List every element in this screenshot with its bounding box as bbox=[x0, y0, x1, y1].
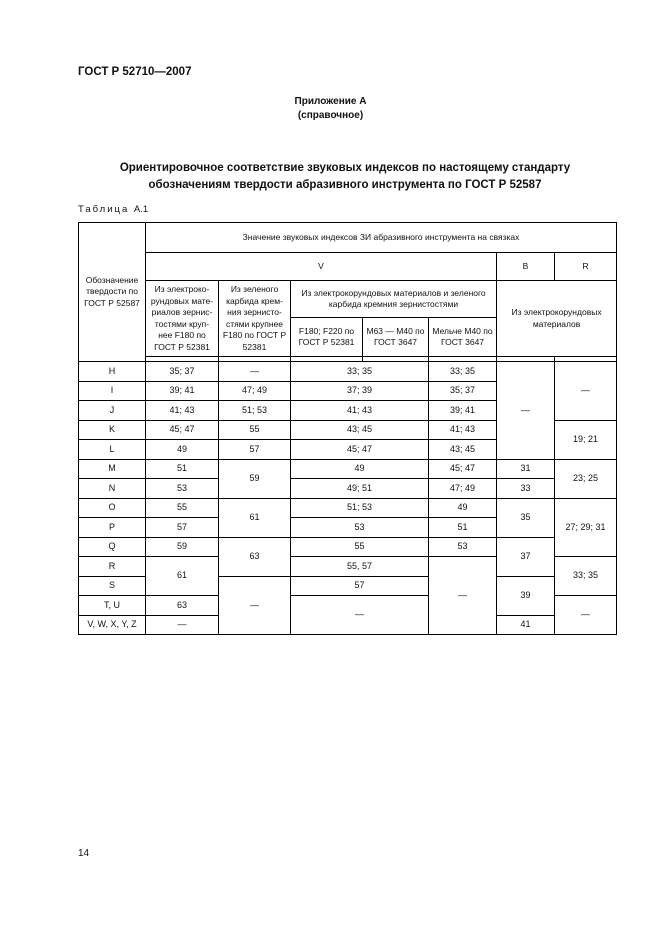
cell-f180-m63: 55, 57 bbox=[291, 557, 429, 577]
cell-f180-m63: 45; 47 bbox=[291, 440, 429, 460]
cell-b-merged: 39 bbox=[497, 576, 555, 615]
table-row bbox=[79, 479, 617, 499]
header-bond-r: R bbox=[555, 253, 617, 281]
cell-finer-merged: — bbox=[429, 557, 497, 635]
cell-finer: 39; 41 bbox=[429, 401, 497, 421]
cell-f180-m63: 43; 45 bbox=[291, 420, 429, 440]
annex-title: Приложение А bbox=[294, 96, 367, 107]
cell-hardness: N bbox=[79, 479, 146, 499]
cell-hardness: S bbox=[79, 576, 146, 596]
cell-finer: 45; 47 bbox=[429, 459, 497, 479]
cell-finer: 47; 49 bbox=[429, 479, 497, 499]
header-br-electro: Из электрокорундовых материалов bbox=[497, 281, 617, 357]
cell-green: 63 bbox=[219, 537, 291, 576]
cell-hardness: P bbox=[79, 518, 146, 538]
cell-green: 47; 49 bbox=[219, 381, 291, 401]
cell-hardness: M bbox=[79, 459, 146, 479]
annex-subtitle: (справочное) bbox=[297, 110, 364, 121]
annex-heading bbox=[0, 95, 661, 123]
cell-hardness: J bbox=[79, 401, 146, 421]
cell-electro: — bbox=[146, 615, 219, 635]
cell-finer: 53 bbox=[429, 537, 497, 557]
cell-hardness: H bbox=[79, 362, 146, 382]
cell-b: 41 bbox=[497, 615, 555, 635]
cell-electro: 45; 47 bbox=[146, 420, 219, 440]
cell-finer: 51 bbox=[429, 518, 497, 538]
cell-electro: 35; 37 bbox=[146, 362, 219, 382]
header-green-f180: Из зеленого карбида крем-ния зернисто-стями крупнее F180 по ГОСТ Р 52381 bbox=[219, 281, 291, 357]
cell-r-merged: 19; 21 bbox=[555, 420, 617, 459]
table-caption-number: А.1 bbox=[133, 204, 149, 215]
cell-f180-m63: 53 bbox=[291, 518, 429, 538]
cell-green: 55 bbox=[219, 420, 291, 440]
cell-electro: 57 bbox=[146, 518, 219, 538]
cell-green: 51; 53 bbox=[219, 401, 291, 421]
cell-hardness: I bbox=[79, 381, 146, 401]
cell-green: — bbox=[219, 362, 291, 382]
cell-r-merged: 23; 25 bbox=[555, 459, 617, 498]
cell-hardness: T, U bbox=[79, 596, 146, 616]
page-number: 14 bbox=[78, 848, 90, 859]
header-electro-f180: Из электроко-рундовых мате-риалов зернис-тостями круп-нее F180 по ГОСТ Р 52381 bbox=[146, 281, 219, 357]
header-f180-f220: F180; F220 по ГОСТ Р 52381 bbox=[291, 318, 363, 357]
cell-f180-m63: 51; 53 bbox=[291, 498, 429, 518]
header-finer-m40: Мельче М40 по ГОСТ 3647 bbox=[429, 318, 497, 357]
cell-f180-m63: — bbox=[291, 596, 429, 635]
table-caption-label: Таблица bbox=[78, 204, 130, 215]
cell-f180-m63: 33; 35 bbox=[291, 362, 429, 382]
table-row bbox=[79, 459, 617, 479]
table-row bbox=[79, 537, 617, 557]
cell-f180-m63: 57 bbox=[291, 576, 429, 596]
cell-electro: 53 bbox=[146, 479, 219, 499]
cell-b-merged: 37 bbox=[497, 537, 555, 576]
cell-hardness: R bbox=[79, 557, 146, 577]
table-row bbox=[79, 498, 617, 518]
header-bond-v: V bbox=[146, 253, 497, 281]
cell-f180-m63: 55 bbox=[291, 537, 429, 557]
cell-r-merged: 27; 29; 31 bbox=[555, 498, 617, 557]
cell-electro: 61 bbox=[146, 557, 219, 596]
cell-finer: 35; 37 bbox=[429, 381, 497, 401]
header-m63-m40: M63 — M40 по ГОСТ 3647 bbox=[363, 318, 429, 357]
cell-electro: 41; 43 bbox=[146, 401, 219, 421]
hardness-index-table bbox=[78, 222, 617, 635]
cell-electro: 63 bbox=[146, 596, 219, 616]
cell-green: 59 bbox=[219, 459, 291, 498]
cell-finer: 41; 43 bbox=[429, 420, 497, 440]
cell-finer: 49 bbox=[429, 498, 497, 518]
header-bond-b: B bbox=[497, 253, 555, 281]
cell-r-merged: — bbox=[555, 362, 617, 421]
cell-finer: 33; 35 bbox=[429, 362, 497, 382]
cell-hardness: Q bbox=[79, 537, 146, 557]
cell-b-merged: — bbox=[497, 362, 555, 460]
cell-electro: 51 bbox=[146, 459, 219, 479]
header-mixed-group: Из электрокорундовых материалов и зеленого карбида кремния зернистостями bbox=[291, 281, 497, 318]
cell-b: 33 bbox=[497, 479, 555, 499]
cell-green: 57 bbox=[219, 440, 291, 460]
cell-f180-m63: 41; 43 bbox=[291, 401, 429, 421]
cell-b: 31 bbox=[497, 459, 555, 479]
title-line-1: Ориентировочное соответствие звуковых индексов по настоящему стандарту bbox=[119, 162, 571, 174]
header-group: Значение звуковых индексов ЗИ абразивного инструмента на связках bbox=[146, 223, 617, 253]
cell-f180-m63: 49; 51 bbox=[291, 479, 429, 499]
table-row bbox=[79, 362, 617, 382]
cell-finer: 43; 45 bbox=[429, 440, 497, 460]
header-hardness: Обозначение твердости по ГОСТ Р 52587 bbox=[79, 223, 146, 362]
cell-hardness: L bbox=[79, 440, 146, 460]
cell-hardness: O bbox=[79, 498, 146, 518]
cell-green: 61 bbox=[219, 498, 291, 537]
cell-electro: 39; 41 bbox=[146, 381, 219, 401]
cell-b-merged: 35 bbox=[497, 498, 555, 537]
cell-green: — bbox=[219, 576, 291, 635]
cell-r-merged: 33; 35 bbox=[555, 557, 617, 596]
title-line-2: обозначениям твердости абразивного инструмента по ГОСТ Р 52587 bbox=[148, 179, 542, 191]
standard-code: ГОСТ Р 52710—2007 bbox=[78, 66, 192, 78]
document-title bbox=[60, 160, 630, 194]
cell-electro: 49 bbox=[146, 440, 219, 460]
cell-f180-m63: 37; 39 bbox=[291, 381, 429, 401]
cell-electro: 55 bbox=[146, 498, 219, 518]
cell-hardness: V, W, X, Y, Z bbox=[79, 615, 146, 635]
cell-r-merged: — bbox=[555, 596, 617, 635]
cell-hardness: K bbox=[79, 420, 146, 440]
cell-f180-m63: 49 bbox=[291, 459, 429, 479]
cell-electro: 59 bbox=[146, 537, 219, 557]
table-caption bbox=[78, 204, 148, 215]
